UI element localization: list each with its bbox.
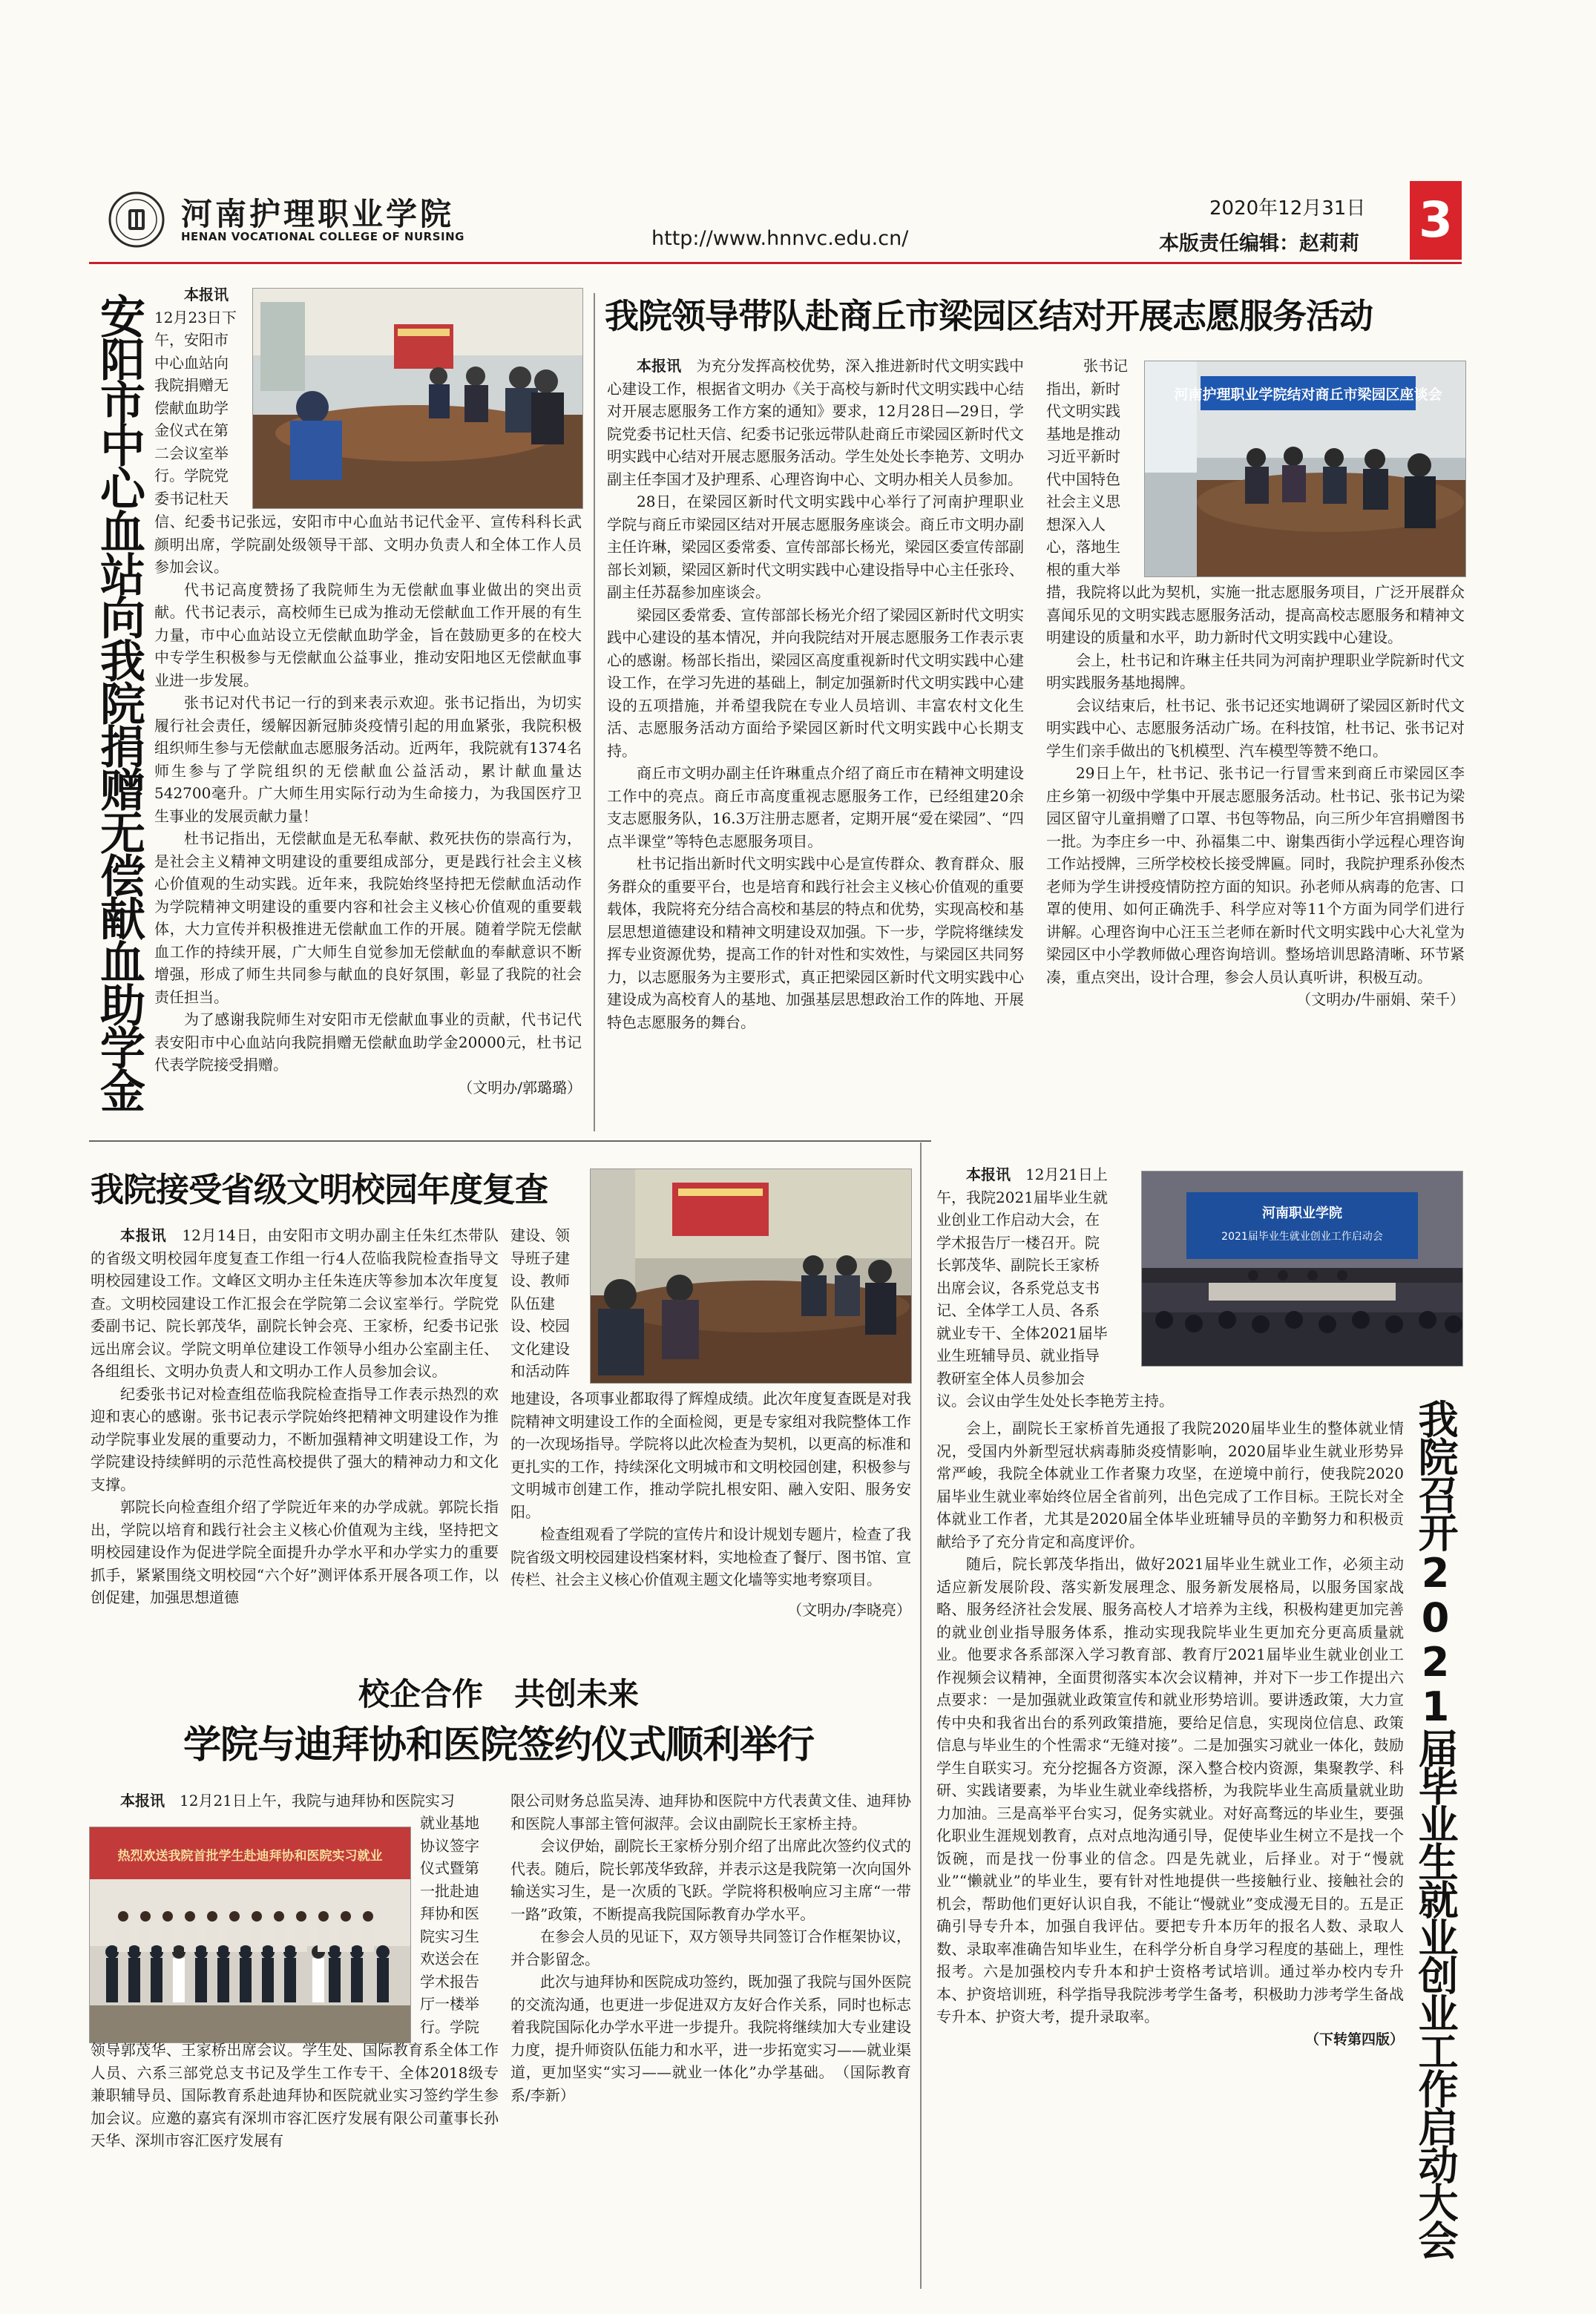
article5-line: 午，我院2021届毕业生就 bbox=[936, 1188, 1108, 1206]
article4-lead: 本报讯 bbox=[120, 1792, 165, 1810]
article3-line: 文化建设 bbox=[510, 1339, 570, 1358]
article2-line: 代文明实践 bbox=[1046, 402, 1120, 420]
article5-line: 出席会议，各系党总支书 bbox=[936, 1278, 1100, 1297]
article5-line: 长郭茂华、副院长王家桥 bbox=[936, 1256, 1100, 1274]
article1-top-line: 我院捐赠无 bbox=[154, 376, 229, 394]
article4-line: 拜协和医 bbox=[420, 1904, 479, 1922]
site-url[interactable]: http://www.hnnvc.edu.cn/ bbox=[651, 227, 909, 250]
page-number: 3 bbox=[1419, 191, 1453, 249]
article3-lead: 本报讯 bbox=[120, 1226, 167, 1244]
article1-paragraph: 为了感谢我院师生对安阳市无偿献血事业的贡献，代书记代表安阳市中心血站向我院捐赠无偿献血助学金20000元，杜书记代表学院接受捐赠。 bbox=[154, 1010, 582, 1074]
article3-paragraph: 郭院长向检查组介绍了学院近年来的办学成就。郭院长指出，学院以培育和践行社会主义核心价值观为主线，坚持把文明校园建设作为促进学院全面提升办学水平和办学实力的重要抓手，紧紧围绕文明校园“六个好”测评体系开展各项工作，以创促建，加强思想道德 bbox=[91, 1498, 499, 1606]
article4-paragraph: 限公司财务总监吴涛、迪拜协和医院中方代表黄文佳、迪拜协和医院人事部主管何淑萍。会议由副院长王家桥主持。 bbox=[510, 1792, 911, 1833]
article1-paragraph: 代书记高度赞扬了我院师生为无偿献血事业做出的突出贡献。代书记表示，高校师生已成为推动无偿献血工作开展的有生力量，市中心血站设立无偿献血助学金，旨在鼓励更多的在校大中专学生积极参与无偿献血公益事业，推动安阳地区无偿献血事业进一步发展。 bbox=[154, 580, 582, 689]
article2-banner-text: 河南护理职业学院结对商丘市梁园区座谈会 bbox=[1174, 387, 1442, 403]
masthead bbox=[104, 191, 1462, 261]
article3-line: 队伍建 bbox=[510, 1294, 555, 1312]
article3-paragraph-text: 12月14日，由安阳市文明办副主任朱红杰带队的省级文明校园年度复查工作组一行4人莅临我院检查指导文明校园建设工作。文峰区文明办主任朱连庆等参加本次年度复查。文明校园建设工作汇报会在学院第二会议室举行。学院党委副书记、院长郭茂华，副院长钟会亮、王家桥，纪委书记张远出席会议。学院文明单位建设工作领导小组办公室副主任、各组组长、文明办负责人和文明办工作人员参加会议。 bbox=[91, 1226, 499, 1380]
article3-line: 导班子建 bbox=[510, 1249, 570, 1267]
article4-paragraph bbox=[510, 1970, 911, 2106]
article2-line: 根的重大举 bbox=[1046, 560, 1120, 579]
article5-banner-text-2: 2021届毕业生就业创业工作启动会 bbox=[1221, 1231, 1383, 1243]
article3-paragraph: 地建设，各项事业都取得了辉煌成绩。此次年度复查既是对我院精神文明建设工作的全面检阅，更是专家组对我院整体工作的一次现场指导。学院将以此次检查为契机，以更高的标准和更扎实的工作，持续深化文明城市和文明校园创建，积极参与文明城市创建工作，推动学院扎根安阳、融入安阳、服务安阳。 bbox=[510, 1390, 911, 1521]
article2-paragraph: 28日，在梁园区新时代文明实践中心举行了河南护理职业学院与商丘市梁园区结对开展志愿服务座谈会。商丘市文明办副主任许琳，梁园区委常委、宣传部部长杨光，梁园区委宣传部副部长刘颖，梁园区新时代文明实践中心建设指导中心主任张玲、副主任苏磊参加座谈会。 bbox=[607, 493, 1024, 601]
article4-line: 协议签字 bbox=[420, 1836, 479, 1855]
article4-paragraph: 在参会人员的见证下，双方领导共同签订合作框架协议，并合影留念。 bbox=[510, 1927, 911, 1968]
vertical-divider bbox=[920, 1143, 922, 2289]
article2-photo bbox=[1144, 361, 1466, 577]
article2-line: 习近平新时 bbox=[1046, 447, 1120, 465]
issue-date: 2020年12月31日 bbox=[1209, 197, 1366, 220]
article2-lead: 本报讯 bbox=[637, 357, 682, 375]
article4-line: 厅一楼举 bbox=[420, 1995, 479, 2013]
article4-line: 行。学院 bbox=[420, 2017, 479, 2036]
article2-right-col bbox=[1046, 581, 1465, 1011]
article4-line: 仪式暨第 bbox=[420, 1859, 479, 1877]
article1-body bbox=[154, 510, 582, 1099]
article2-paragraph: 会上，杜书记和许琳主任共同为河南护理职业学院新时代文明实践服务基地揭牌。 bbox=[1046, 651, 1465, 691]
article4-mid-col bbox=[420, 1812, 497, 2038]
header-rule bbox=[89, 262, 1462, 264]
article3-line: 和活动阵 bbox=[510, 1362, 570, 1380]
article3-paragraph bbox=[91, 1224, 499, 1383]
vertical-divider bbox=[594, 293, 595, 1131]
article1-title: 安阳市中心血站向我院捐赠无偿献血助学金 bbox=[93, 293, 145, 1111]
article2-paragraph: 商丘市文明办副主任许琳重点介绍了商丘市在精神文明建设工作中的亮点。商丘市高度重视志愿服务工作，已经组建20余支志愿服务队，16.3万注册志愿者，定期开展“爱在梁园”、“四点半课堂”等特色志愿服务项目。 bbox=[607, 764, 1024, 850]
article5-title: 我院召开2021届毕业生就业创业工作启动大会 bbox=[1412, 1398, 1459, 2258]
article4-paragraph-text: 12月21日上午，我院与迪拜协和医院实习 bbox=[180, 1792, 455, 1810]
article4-paragraph bbox=[91, 1789, 499, 1812]
article5-continued: （下转第四版） bbox=[1304, 2031, 1404, 2048]
article3-right-col bbox=[510, 1387, 911, 1621]
article2-paragraph: 措，我院将以此为契机，实施一批志愿服务项目，广泛开展群众喜闻乐见的文明实践志愿服务活动，提高高校志愿服务和精神文明建设的质量和水平，助力新时代文明实践中心建设。 bbox=[1046, 583, 1465, 646]
article3-paragraph: 纪委张书记对检查组莅临我院检查指导工作表示热烈的欢迎和衷心的感谢。张书记表示学院始终把精神文明建设作为推动学院事业发展的重要动力，不断加强精神文明建设工作，为学院建设持续鲜明的示范性高校提供了强大的精神动力和文化支撑。 bbox=[91, 1384, 499, 1493]
article4-photo bbox=[89, 1827, 411, 2043]
article4-banner-text: 热烈欢送我院首批学生赴迪拜协和医院实习就业 bbox=[117, 1849, 383, 1864]
page-number-badge bbox=[1410, 181, 1462, 260]
article5-line: 记、全体学工人员、各系 bbox=[936, 1301, 1100, 1319]
article3-line: 设、教师 bbox=[510, 1272, 570, 1289]
article3-paragraph: 检查组观看了学院的宣传片和设计规划专题片，检查了我院省级文明校园建设档案材料，实地检查了餐厅、图书馆、宣传栏、社会主义核心价值观主题文化墙等实地考察项目。 bbox=[510, 1525, 911, 1588]
article1-top-line: 12月23日下 bbox=[154, 308, 237, 326]
article4-line: 就业基地 bbox=[420, 1814, 479, 1832]
article5-line: 就业专干、全体2021届毕 bbox=[936, 1324, 1108, 1342]
article2-paragraph: 梁园区委常委、宣传部部长杨光介绍了梁园区新时代文明实践中心建设的基本情况，并向我院结对开展志愿服务工作表示衷心的感谢。杨部长指出，梁园区高度重视新时代文明实践中心建设工作，在学习先进的基础上，制定加强新时代文明实践中心建设的五项措施，并希望我院在专业人员培训、丰富农村文化生活、志愿服务活动方面给予梁园区新时代文明实践中心长期支持。 bbox=[607, 605, 1024, 760]
article1-top-line: 午，安阳市 bbox=[154, 331, 229, 349]
article4-line: 欢送会在 bbox=[420, 1950, 479, 1968]
article1-top-line: 偿献血助学 bbox=[154, 398, 229, 417]
article5-photo bbox=[1141, 1171, 1463, 1367]
article2-paragraph: 29日上午，杜书记、张书记一行冒雪来到商丘市梁园区李庄乡第一初级中学集中开展志愿服务活动。杜书记、张书记为梁园区留守儿童捐赠了口罩、书包等物品，向三所少年宫捐赠图书一批。为李庄乡一中、孙福集二中、谢集西街小学远程心理咨询工作站授牌，三所学校校长接受牌匾。同时，我院护理系孙俊杰老师为学生讲授疫情防控方面的知识。孙老师从病毒的危害、口罩的使用、如何正确洗手、科学应对等11个方面为同学们进行讲解。心理咨询中心汪玉兰老师在新时代文明实践中心大礼堂为梁园区中小学教师做心理咨询培训。整场培训思路清晰、环节紧凑，重点突出，设计合理，参会人员认真听讲，积极互动。 bbox=[1046, 764, 1465, 986]
article1-top-line: 委书记杜天 bbox=[154, 489, 229, 507]
article2-line: 基地是推动 bbox=[1046, 424, 1120, 443]
article2-mid-col bbox=[1046, 355, 1143, 581]
article5-line-text: 12月21日上 bbox=[1025, 1166, 1108, 1183]
article3-signature: （文明办/李晓亮） bbox=[787, 1600, 911, 1619]
article2-paragraph bbox=[607, 355, 1024, 490]
article1-photo bbox=[252, 288, 583, 509]
article2-line: 想深入人 bbox=[1046, 515, 1106, 533]
article4-paragraph: 会议伊始，副院长王家桥分别介绍了出席此次签约仪式的代表。随后，院长郭茂华致辞，并表示这是我院第一次向国外输送实习生，是一次质的飞跃。学院将积极响应习主席“一带一路”政策，不断提高我院国际教育办学水平。 bbox=[510, 1837, 911, 1923]
article5-line: 议。会议由学生处处长李艳芳主持。 bbox=[936, 1392, 1174, 1410]
article1-signature: （文明办/郭璐璐） bbox=[458, 1078, 582, 1097]
article3-line: 设、校园 bbox=[510, 1317, 570, 1335]
article4-right-col bbox=[510, 1789, 911, 2106]
article2-paragraph: 杜书记指出新时代文明实践中心是宣传群众、教育群众、服务群众的重要平台，也是培育和践行社会主义核心价值观的重要载体，我院将充分结合高校和基层的特点和优势，实现高校和基层思想道德建设和精神文明建设双加强。下一步，学院将继续发挥专业资源优势，提高工作的针对性和实效性，与梁园区共同努力，以志愿服务为主要形式，真正把梁园区新时代文明实践中心建设成为高校育人的基地、加强基层思想政治工作的阵地、开展特色志愿服务的舞台。 bbox=[607, 855, 1024, 1031]
article5-lead: 本报讯 bbox=[966, 1166, 1011, 1183]
article1-top-line: 金仪式在第 bbox=[154, 421, 229, 439]
article2-left-col bbox=[607, 355, 1024, 1033]
article3-title: 我院接受省级文明校园年度复查 bbox=[91, 1170, 548, 1209]
article1-paragraph: 杜书记指出，无偿献血是无私奉献、救死扶伤的崇高行为，是社会主义精神文明建设的重要组成部分，更是践行社会主义核心价值观的生动实践。近年来，我院始终坚持把无偿献血活动作为学院精神文明建设的重要内容和社会主义核心价值观的重要载体，大力宣传并积极推进无偿献血工作的开展。随着学院无偿献血工作的持续开展，广大师生自觉参加无偿献血的奉献意识不断增强，形成了师生共同参与献血的良好氛围，彰显了我院的社会责任担当。 bbox=[154, 829, 582, 1006]
article2-line: 心，落地生 bbox=[1046, 538, 1120, 556]
article4-paragraph: 领导郭茂华、王家桥出席会议。学生处、国际教育系全体工作人员、六系三部党总支书记及学生工作专干、全体2018级专兼职辅导员、国际教育系赴迪拜协和医院就业实习签约学生参加会议。应邀的嘉宾有深圳市容汇医疗发展有限公司董事长孙天华、深圳市容汇医疗发展有 bbox=[91, 2041, 499, 2149]
article4-first-line bbox=[91, 1789, 499, 1812]
school-name-en: HENAN VOCATIONAL COLLEGE OF NURSING bbox=[181, 230, 464, 243]
article2-paragraph-text: 为充分发挥高校优势，深入推进新时代文明实践中心建设工作，根据省文明办《关于高校与新时代文明实践中心结对开展志愿服务工作方案的通知》要求，12月28日—29日，学院党委书记杜天信、纪委书记张远带队赴商丘市梁园区新时代文明实践中心结对开展志愿服务活动。学生处处长李艳芳、文明办副主任李国才及护理系、心理咨询中心、文明办相关人员参加。 bbox=[607, 357, 1025, 488]
article2-line: 社会主义思 bbox=[1046, 493, 1120, 510]
article4-signature: （国际教育系/李新） bbox=[510, 2063, 912, 2104]
article5-line: 业生班辅导员、就业指导 bbox=[936, 1347, 1100, 1364]
page-editor: 本版责任编辑：赵莉莉 bbox=[1159, 232, 1359, 255]
article4-left-col bbox=[91, 2039, 499, 2152]
article3-photo bbox=[590, 1168, 912, 1384]
article5-line: 教研室全体人员参加会 bbox=[936, 1369, 1085, 1387]
article1-top-line: 二会议室举 bbox=[154, 444, 229, 462]
article2-signature: （文明办/牛丽娟、荣千） bbox=[1296, 990, 1465, 1008]
article2-title: 我院领导带队赴商丘市梁园区结对开展志愿服务活动 bbox=[605, 296, 1373, 336]
article4-line: 院实习生 bbox=[420, 1927, 479, 1945]
article1-top-line: 中心血站向 bbox=[154, 353, 229, 372]
article5-paragraph: 会上，副院长王家桥首先通报了我院2020届毕业生的整体就业情况，受国内外新型冠状病毒肺炎疫情影响，2020届毕业生就业形势异常严峻，我院全体就业工作者聚力攻坚，在逆境中前行，使我院2020届毕业生就业率始终位居全省前列，出色完成了工作目标。王院长对全体就业工作者，尤其是2020届全体毕业班辅导员的辛勤努力和积极贡献给予了充分肯定和高度评价。 bbox=[936, 1419, 1404, 1551]
article4-line: 一批赴迪 bbox=[420, 1881, 479, 1900]
article5-body bbox=[936, 1417, 1404, 2051]
article1-paragraph: 信、纪委书记张远，安阳市中心血站书记代金平、宣传科科长武颜明出席，学院副处级领导干部、文明办负责人和全体工作人员参加会议。 bbox=[154, 513, 582, 576]
article5-line bbox=[936, 1163, 1137, 1186]
school-name-cn: 河南护理职业学院 bbox=[181, 196, 455, 232]
article2-paragraph: 会议结束后，杜书记、张书记还实地调研了梁园区新时代文明实践中心、志愿服务活动广场。在科技馆，杜书记、张书记对学生们亲手做出的飞机模型、汽车模型等赞不绝口。 bbox=[1046, 696, 1465, 760]
article2-line: 指出，新时 bbox=[1046, 379, 1120, 398]
article2-line: 张书记 bbox=[1083, 357, 1128, 375]
article3-line: 建设、领 bbox=[510, 1226, 570, 1244]
article1-top-line: 行。学院党 bbox=[154, 467, 229, 484]
article2-line: 代中国特色 bbox=[1046, 470, 1120, 488]
article5-top-col bbox=[936, 1163, 1174, 1413]
article3-left-col bbox=[91, 1224, 499, 1609]
article1-paragraph: 张书记对代书记一行的到来表示欢迎。张书记指出，为切实履行社会责任，缓解因新冠肺炎疫情引起的用血紧张，我院积极组织师生参与无偿献血志愿服务活动。近两年，我院就有1374名师生参与了学院组织的无偿献血公益活动，累计献血量达542700毫升。广大师生用实际行动为生命接力，为我国医疗卫生事业的发展贡献力量！ bbox=[154, 694, 582, 825]
section-divider bbox=[89, 1140, 931, 1142]
article5-line: 学术报告厅一楼召开。院 bbox=[936, 1233, 1100, 1252]
article1-top-col bbox=[154, 283, 252, 510]
article4-kicker: 校企合作 共创未来 bbox=[358, 1676, 639, 1712]
article1-lead: 本报讯 bbox=[184, 286, 229, 303]
article4-title: 学院与迪拜协和医院签约仪式顺利举行 bbox=[183, 1723, 814, 1767]
article4-paragraph-text: 此次与迪拜协和医院成功签约，既加强了我院与国外医院的交流沟通，也更进一步促进双方友好合作关系，同时也标志着我院国际化办学水平进一步提升。我院将继续加大专业建设力度，提升师资队伍能力和水平，进一步拓宽实习——就业渠道，更加坚实“实习——就业一体化”办学基础。 bbox=[510, 1973, 911, 2081]
article5-banner-text-1: 河南职业学院 bbox=[1262, 1206, 1342, 1221]
article5-line: 业创业工作启动大会，在 bbox=[936, 1211, 1100, 1229]
article4-line: 学术报告 bbox=[420, 1972, 479, 1991]
article3-mid-col bbox=[510, 1224, 588, 1383]
article5-paragraph: 随后，院长郭茂华指出，做好2021届毕业生就业工作，必须主动适应新发展阶段、落实新发展理念、服务新发展格局，以服务国家战略、服务经济社会发展、服务高校人才培养为主线，积极构建更加完善的就业创业指导服务体系，推动实现我院毕业生更加充分更高质量就业。他要求各系部深入学习教育部、教育厅2021届毕业生就业创业工作视频会议精神，全面贯彻落实本次会议精神，并对下一步工作提出六点要求：一是加强就业政策宣传和就业形势培训。要讲透政策，大力宣传中央和我省出台的系列政策措施，要给足信息，实现岗位信息、政策信息与毕业生的个性需求“无缝对接”。二是加强实习就业一体化，鼓励学生自联实习。充分挖掘各方资源，深入整合校内资源，集聚教学、科研、实践诸要素，为毕业生就业牵线搭桥，为我院毕业生高质量就业助力加油。三是高举平台实习，促务实就业。对好高骛远的毕业生，要强化职业生涯规划教育，点对点地沟通引导，促使毕业生树立不是找一个饭碗，而是找一份事业的信念。四是先就业，后择业。对于“慢就业”“懒就业”的毕业生，要有针对性地提供一些接触行业、接触社会的机会，帮助他们更好认识自我，不能让“慢就业”变成漫无目的。五是正确引导专升本，加强自我评估。要把专升本历年的报名人数、录取人数、录取率准确告知毕业生，在科学分析自身学习程度的基础上，理性报考。六是加强校内专升本和护士资格考试培训。通过举办校内专升本、护资培训班，科学指导我院涉考学生备考，积极助力涉考学生备战专升本、护资大考，提升录取率。 bbox=[936, 1555, 1404, 2025]
school-seal-icon bbox=[108, 191, 165, 248]
